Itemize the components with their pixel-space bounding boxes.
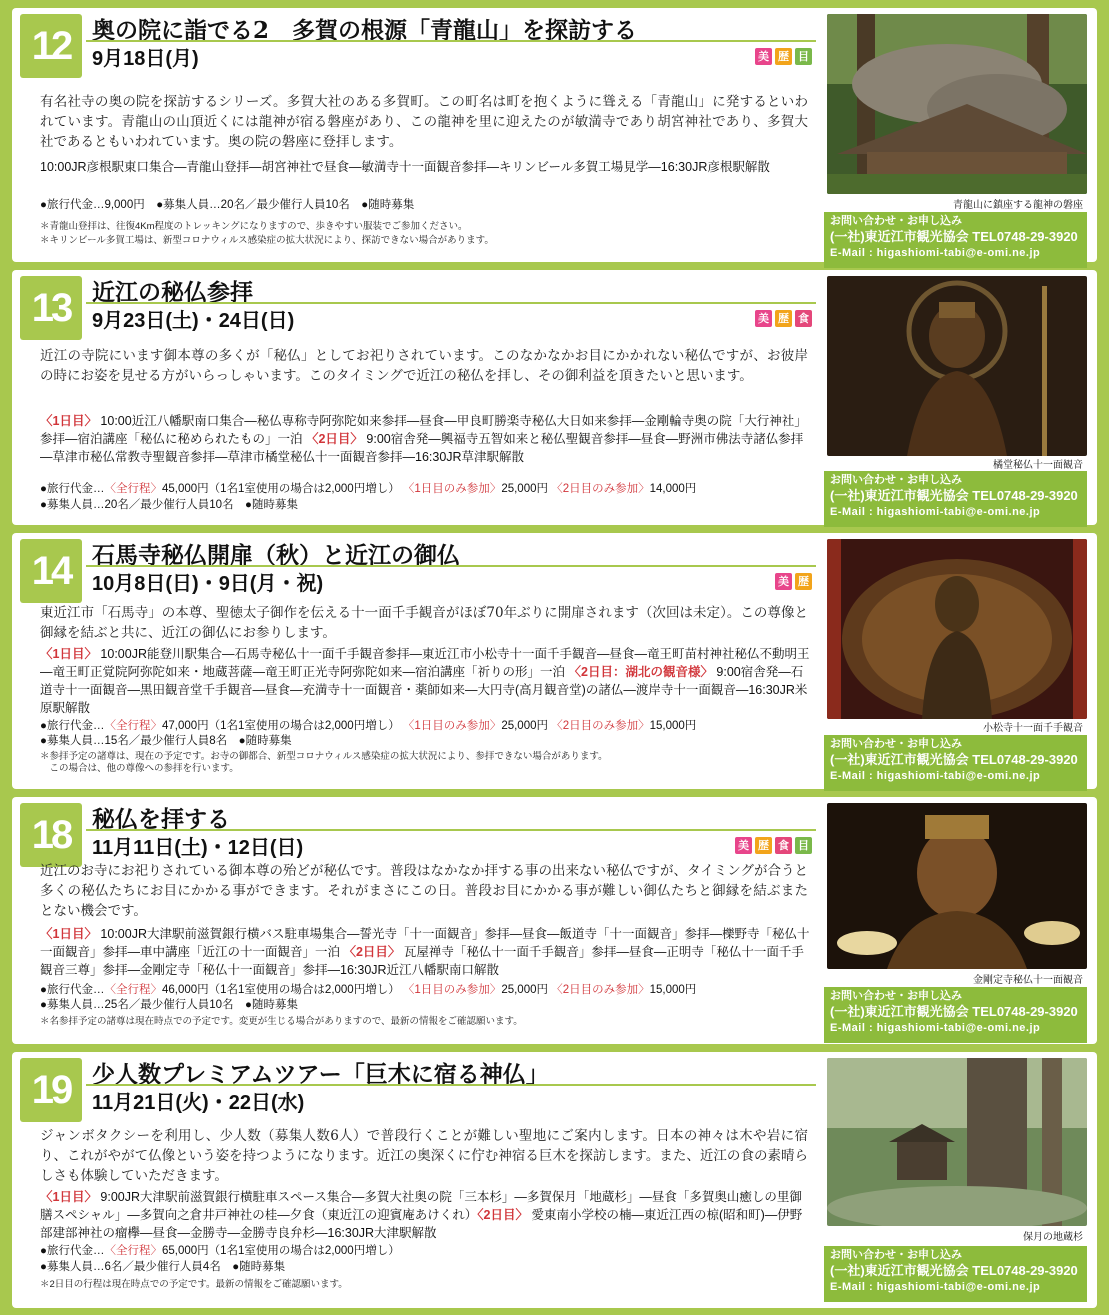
contact-email: E-Mail : higashiomi-tabi@e-omi.ne.jp: [830, 1022, 1041, 1034]
badge-art: 美: [735, 837, 752, 854]
fee-day1-label: 〈1日目のみ参加〉: [402, 720, 502, 732]
contact-email: E-Mail : higashiomi-tabi@e-omi.ne.jp: [830, 770, 1041, 782]
tour-description: 有名社寺の奥の院を探訪するシリーズ。多賀大社のある多賀町。この町名は町を抱くように聳える「青龍山」に発するといわれています。青龍山の山頂近くには龍神が宿る磐座があり、この龍神を里に迎えたのが敏満寺であり胡宮神社であり、多賀大社であるともいわれています。奥の院の磐座に登拝します。: [40, 94, 808, 150]
fee-prefix: ●旅行代金…: [40, 483, 105, 495]
tour-title: 近江の秘仏参拝: [92, 279, 253, 306]
day1-route: 9:00JR大津駅前滋賀銀行横駐車スペース集合―多賀大社奥の院「三本杉」―多賀保月「地蔵杉」―昼食「多賀奥山癒しの里御膳スペシャル」―多賀向之倉井戸神社の桂―夕食（東近江の迎賓庵あけくれ）: [40, 1190, 802, 1222]
contact-box: [824, 471, 1087, 527]
tour-itinerary: [40, 645, 810, 717]
day1-route: 10:00JR能登川駅集合―石馬寺秘仏十一面千手観音参拝―東近江市小松寺十一面千手観音―昼食―竜王町苗村神社秘仏不動明王―竜王町正覚院阿弥陀如来・地蔵菩薩―竜王町正光寺阿弥陀如来―宿泊講座「祈りの形」一泊: [40, 647, 810, 679]
tour-title: 少人数プレミアムツアー「巨木に宿る神仏」: [92, 1061, 549, 1088]
day2-label: 〈2日目〉: [305, 432, 363, 446]
day1-label: 〈1日目〉: [40, 414, 97, 428]
tour-number-badge: 12: [20, 14, 82, 78]
tour-date: 9月23日(土)・24日(日): [92, 310, 295, 332]
badge-art: 美: [755, 48, 772, 65]
tour-fee: [40, 1244, 810, 1259]
tour-date: 11月11日(土)・12日(日): [92, 837, 304, 859]
tour-recruit: ●募集人員…20名／最少催行人員10名 ●随時募集: [40, 499, 298, 511]
contact-box: [824, 1246, 1087, 1302]
day1-route: 10:00近江八幡駅南口集合―秘仏専称寺阿弥陀如来参拝―昼食―甲良町勝楽寺秘仏大日如来参拝―金剛輪寺奥の院「大行神社」参拝―宿泊講座「秘仏に秘められたもの」一泊: [40, 414, 807, 446]
kongojo-kannon-photo: [827, 803, 1087, 969]
fee-prefix: ●旅行代金…: [40, 720, 105, 732]
category-badges: [755, 310, 812, 327]
day2-label: 〈2日目：湖北の観音様〉: [568, 665, 713, 679]
contact-org-phone: (一社)東近江市観光協会 TEL0748-29-3920: [830, 229, 1078, 244]
fee-day1: 25,000円: [501, 483, 548, 495]
fee-day1-label: 〈1日目のみ参加〉: [402, 984, 502, 996]
photo-caption: 小松寺十一面千手観音: [983, 723, 1083, 734]
contact-email: E-Mail : higashiomi-tabi@e-omi.ne.jp: [830, 247, 1041, 259]
contact-email: E-Mail : higashiomi-tabi@e-omi.ne.jp: [830, 506, 1041, 518]
tour-card-14: [12, 533, 1097, 789]
tour-note-1: ＊名参拝予定の諸尊は現在時点での予定です。変更が生じる場合がありますので、最新の情報をご確認願います。: [40, 1016, 523, 1027]
fee-day1-label: 〈1日目のみ参加〉: [402, 483, 502, 495]
day1-route: 10:00JR大津駅前滋賀銀行横バス駐車場集合―誓光寺「十一面観音」参拝―昼食―飯道寺「十一面観音」参拝―櫟野寺「秘仏十一面観音」参拝―車中講座「近江の十一面観音」一泊: [40, 927, 810, 959]
day2-route: 愛東南小学校の楠―東近江西の椋(昭和町)―伊野部建部神社の瘤欅―昼食―金勝寺―金勝寺良弁杉―16:30JR大津駅解散: [40, 1208, 803, 1240]
tour-card-12: [12, 8, 1097, 262]
tour-title: 秘仏を拝する: [92, 806, 230, 833]
contact-box: [824, 987, 1087, 1043]
contact-box: [824, 212, 1087, 268]
fee-day2-label: 〈2日目のみ参加〉: [551, 984, 650, 996]
fee-all-label: 〈全行程〉: [104, 984, 162, 996]
badge-art: 美: [755, 310, 772, 327]
tour-date: 10月8日(日)・9日(月・祝): [92, 573, 324, 595]
fee-all: 65,000円（1名1室使用の場合は2,000円増し）: [161, 1245, 400, 1257]
photo-caption: 保月の地蔵杉: [1023, 1232, 1083, 1243]
badge-history: 歴: [755, 837, 772, 854]
contact-org-phone: (一社)東近江市観光協会 TEL0748-29-3920: [830, 752, 1078, 767]
fee-all: 45,000円（1名1室使用の場合は2,000円増し）: [161, 483, 400, 495]
fee-all-label: 〈全行程〉: [104, 720, 162, 732]
badge-history: 歴: [795, 573, 812, 590]
fee-all: 46,000円（1名1室使用の場合は2,000円増し）: [161, 984, 400, 996]
day2-route: 9:00宿舎発―石道寺十一面観音―黒田観音堂千手観音―昼食―充満寺十一面観音・薬師如来―大円寺(高月観音堂)の諸仏―渡岸寺十一面観音―16:30JR米原駅解散: [40, 665, 808, 715]
badge-art: 美: [775, 573, 792, 590]
fee-day2: 15,000円: [649, 720, 697, 732]
tour-date: 9月18日(月): [92, 48, 199, 70]
contact-email: E-Mail : higashiomi-tabi@e-omi.ne.jp: [830, 1281, 1041, 1293]
tour-number-badge: 13: [20, 276, 82, 340]
fee-day1: 25,000円: [501, 720, 548, 732]
category-badges: [775, 573, 812, 590]
contact-box: [824, 735, 1087, 791]
tour-card-19: [12, 1052, 1097, 1308]
tour-fee: [40, 983, 810, 998]
contact-heading: お問い合わせ・お申し込み: [830, 1249, 962, 1261]
tour-date: 11月21日(火)・22日(水): [92, 1092, 305, 1114]
fee-prefix: ●旅行代金…: [40, 1245, 105, 1257]
fee-day2: 14,000円: [649, 483, 697, 495]
tour-itinerary: [40, 1188, 810, 1242]
contact-heading: お問い合わせ・お申し込み: [830, 215, 962, 227]
fee-day2-label: 〈2日目のみ参加〉: [551, 483, 650, 495]
tour-fee: [40, 482, 810, 497]
fee-day2: 15,000円: [649, 984, 697, 996]
badge-food: 食: [795, 310, 812, 327]
jizo-cedar-photo: [827, 1058, 1087, 1226]
photo-caption: 金剛定寺秘仏十一面観音: [973, 975, 1083, 986]
tour-fee: [40, 719, 810, 734]
tour-description: 東近江市「石馬寺」の本尊、聖徳太子御作を伝える十一面千手観音がほぼ70年ぶりに開扉されます（次回は未定）。この尊像と御縁を結ぶと共に、近江の御仏にお参りします。: [40, 605, 808, 641]
tour-note-1: ＊参拝予定の諸尊は、現在の予定です。お寺の御都合、新型コロナウィルス感染症の拡大状況により、参拝できない場合があります。: [40, 751, 608, 762]
tour-fee: ●旅行代金…9,000円 ●募集人員…20名／最少催行人員10名 ●随時募集: [40, 199, 415, 211]
contact-org-phone: (一社)東近江市観光協会 TEL0748-29-3920: [830, 1004, 1078, 1019]
tour-recruit: ●募集人員…15名／最少催行人員8名 ●随時募集: [40, 735, 292, 747]
day1-label: 〈1日目〉: [40, 647, 97, 661]
photo-caption: 橘堂秘仏十一面観音: [993, 460, 1083, 471]
tour-number-badge: 19: [20, 1058, 82, 1122]
tour-recruit: ●募集人員…6名／最少催行人員4名 ●随時募集: [40, 1261, 286, 1273]
tour-recruit: ●募集人員…25名／最少催行人員10名 ●随時募集: [40, 999, 298, 1011]
tour-number-badge: 18: [20, 803, 82, 867]
fee-prefix: ●旅行代金…: [40, 984, 105, 996]
tour-card-18: [12, 797, 1097, 1044]
rock-shrine-photo: [827, 14, 1087, 194]
fee-all-label: 〈全行程〉: [104, 483, 162, 495]
contact-org-phone: (一社)東近江市観光協会 TEL0748-29-3920: [830, 1263, 1078, 1278]
day2-route: 9:00宿舎発―興福寺五智如来と秘仏聖観音参拝―昼食―野洲市佛法寺諸仏参拝―草津市秘仏常教寺聖観音参拝―草津市橘堂秘仏十一面観音参拝―16:30JR草津駅解散: [40, 432, 804, 464]
day1-label: 〈1日目〉: [40, 927, 97, 941]
fee-all: 47,000円（1名1室使用の場合は2,000円増し）: [161, 720, 400, 732]
tour-itinerary: [40, 412, 810, 466]
day2-label: 〈2日目〉: [343, 945, 401, 959]
tour-description: ジャンボタクシーを利用し、少人数（募集人数6人）で普段行くことが難しい聖地にご案内します。日本の神々は木や岩に宿り、これがやがて仏像という姿を持つようになります。近江の奥深くに佇む神宿る巨木を探訪します。また、近江の食の素晴らしさも体験していただきます。: [40, 1128, 808, 1184]
day2-label: 〈2日目〉: [477, 1208, 528, 1222]
category-badges: [735, 837, 812, 854]
tour-description: 近江のお寺にお祀りされている御本尊の殆どが秘仏です。普段はなかなか拝する事の出来ない秘仏ですが、タイミングが合うと多くの秘仏たちにお目にかかる事ができます。それがまさにこの日。普段お目にかかる事が難しい御仏たちと御縁を結ぶまたとない機会です。: [40, 863, 808, 919]
photo-caption: 青龍山に鎮座する龍神の磐座: [953, 200, 1083, 211]
tour-note-1: ＊2日目の行程は現在時点での予定です。最新の情報をご確認願います。: [40, 1279, 348, 1290]
tour-note-2: この場合は、他の尊像への参拝を行います。: [40, 763, 239, 774]
tour-note-2: ＊キリンビール多賀工場は、新型コロナウィルス感染症の拡大状況により、探訪できない場合があります。: [40, 235, 494, 246]
tour-note-1: ＊青龍山登拝は、往復4Km程度のトレッキングになりますので、歩きやすい服装でご参加ください。: [40, 221, 468, 232]
badge-history: 歴: [775, 48, 792, 65]
tour-itinerary: 10:00JR彦根駅東口集合―青龍山登拝―胡宮神社で昼食―敏満寺十一面観音参拝―キリンビール多賀工場見学―16:30JR彦根駅解散: [40, 160, 770, 174]
fee-all-label: 〈全行程〉: [104, 1245, 162, 1257]
tour-itinerary: [40, 925, 810, 979]
contact-org-phone: (一社)東近江市観光協会 TEL0748-29-3920: [830, 488, 1078, 503]
badge-history: 歴: [775, 310, 792, 327]
badge-eye: 目: [795, 48, 812, 65]
day1-label: 〈1日目〉: [40, 1190, 97, 1204]
tour-number-badge: 14: [20, 539, 82, 603]
thousand-arm-kannon-photo: [827, 539, 1087, 719]
contact-heading: お問い合わせ・お申し込み: [830, 990, 962, 1002]
contact-heading: お問い合わせ・お申し込み: [830, 474, 962, 486]
badge-food: 食: [775, 837, 792, 854]
kannon-statue-photo: [827, 276, 1087, 456]
tour-title: 石馬寺秘仏開扉（秋）と近江の御仏: [92, 542, 460, 569]
category-badges: [755, 48, 812, 65]
contact-heading: お問い合わせ・お申し込み: [830, 738, 962, 750]
tour-description: 近江の寺院にいます御本尊の多くが「秘仏」としてお祀りされています。このなかなかお目にかかれない秘仏ですが、お彼岸の時にお姿を見せる方がいらっしゃいます。このタイミングで近江の秘仏を拝し、その御利益を頂きたいと思います。: [40, 348, 808, 384]
day2-route: 瓦屋禅寺「秘仏十一面千手観音」参拝―昼食―正明寺「秘仏十一面千手観音三尊」参拝―金剛定寺「秘仏十一面観音」参拝―16:30JR近江八幡駅南口解散: [40, 945, 804, 977]
badge-eye: 目: [795, 837, 812, 854]
fee-day2-label: 〈2日目のみ参加〉: [551, 720, 650, 732]
fee-day1: 25,000円: [501, 984, 548, 996]
tour-title: 奥の院に詣でる2 多賀の根源「青龍山」を探訪する: [92, 17, 638, 44]
tour-card-13: [12, 270, 1097, 525]
